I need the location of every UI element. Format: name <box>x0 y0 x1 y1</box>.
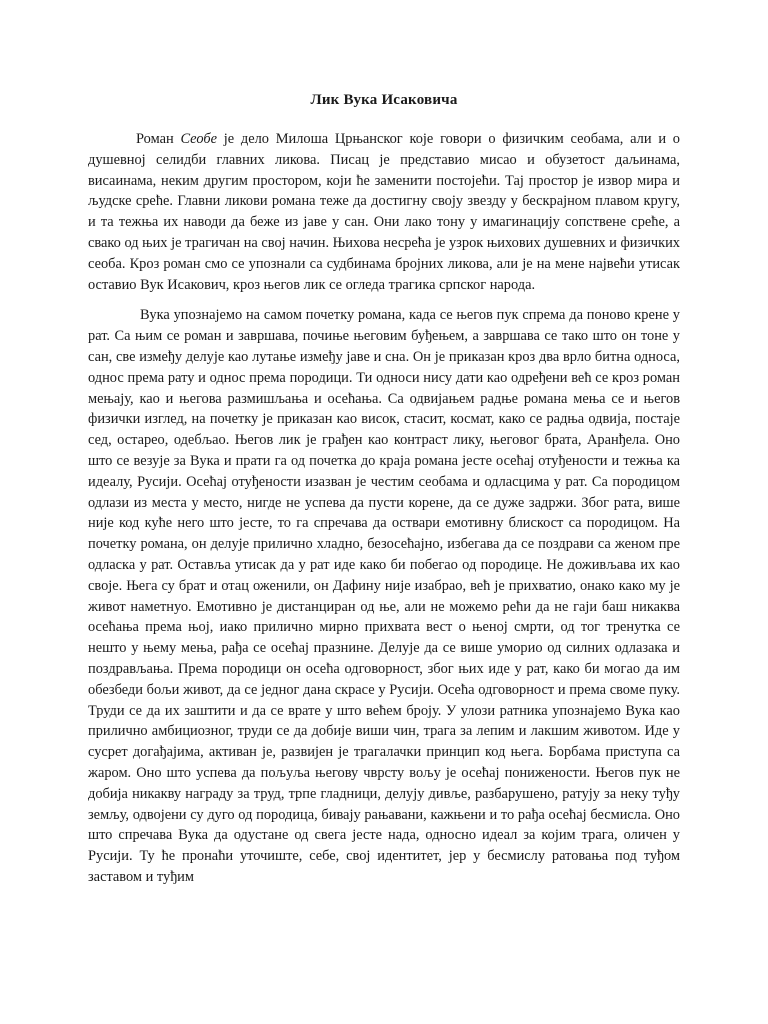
document-title: Лик Вука Исаковича <box>310 92 458 108</box>
paragraph-intro <box>88 129 680 295</box>
paragraph-vuk: Вука упознајемо на самом почетку романа, када се његов пук спрема да поново крене у рат. Са њим се роман и завршава, почиње његовим буђењем, а завршава се тако што он тоне у сан, све између делује као лутање између јаве и сна. Он је приказан кроз два врло битна односа, однос према рату и однос према породици. Ти односи нису дати као одређени већ се кроз роман мењају, као и његова размишљања и осећања. Са одвијањем радње романа мења се и његов физички изглед, на почетку је приказан као висок, стасит, космат, како се радња одвија, постаје сед, остарео, одебљао. Његов лик је грађен као контраст лику, његовог брата, Аранђела. Оно што се везује за Вука и прати га од почетка до краја романа јесте осећај отуђености и тежња ка идеалу, Русији. Осећај отуђености изазван је честим сеобама и одласцима у рат. Са породицом одлази из места у место, нигде не успева да пусти корене, да се дуже задржи. Због рата, више није код куће него што јесте, то га спречава да оствари емотивну блискост са породицом. На почетку романа, он делује прилично хладно, безосећајно, избегава да се поздрави са женом пре одласка у рат. Оставља утисак да у рат иде како би побегао од породице. Не доживљава их као своје. Њега су брат и отац оженили, он Дафину није изабрао, већ је прихватио, онако како му је живот наметнуо. Емотивно је дистанциран од ње, али не можемо рећи да не гаји баш никаква осећања према њој, иако прилично мирно прихвата вест о њеној смрти, од тог тренутка се нешто у њему мења, рађа се осећај празнине. Делује да се више уморио од силних одлазака и поздрављања. Према породици он осећа одговорност, због њих иде у рат, како би могао да им обезбеди бољи живот, да се једног дана скрасе у Русији. Осећа одговорност и према своме пуку. Труди се да их заштити и да се врате у што већем броју. У улози ратника упознајемо Вука као прилично амбициозног, труди се да добије виши чин, трага за лепим и лакшим животом. Иде у сусрет догађајима, активан је, развијен је трагалачки принцип код њега. Борбама приступа са жаром. Оно што успева да пољуља његову чврсту вољу је осећај понижености. Његов пук не добија никакву награду за труд, трпе гладници, делују дивље, разбарушено, ратују за неку туђу земљу, одвојени су дуго од породица, бивају рањавани, кажњени и то рађа осећај бесмисла. Оно што спречава Вука да одустане од свега јесте нада, односно идеал за којим трага, оличен у Русији. Ту ће пронаћи уточиште, себе, свој идентитет, јер у бесмислу ратовања под туђом заставом и туђим <box>88 307 680 885</box>
paragraph-intro-lead: Роман <box>136 131 181 147</box>
document-page <box>88 92 680 898</box>
novel-title-italic: Сеобе <box>180 131 217 147</box>
paragraph-intro-body: је дело Милоша Црњанског које говори о физичким сеобама, али и о душевној селидби главних ликова. Писац је представио мисао и обузетост даљинама, висаинама, неким другим простором, који ће заменити постојећи. Тај простор је извор мира и људске среће. Главни ликови романа теже да достигну своју звезду у бескрајном плавом кругу, и та тежња их наводи да беже из јаве у сан. Они лако тону у имагинацију сопствене среће, а свако од њих је трагичан на свој начин. Њихова несрећа је узрок њихових душевних и физичких сеоба. Кроз роман смо се упознали са судбинама бројних ликова, али је на мене највећи утисак оставио Вук Исакович, кроз његов лик се огледа трагика српског народа. <box>88 131 680 293</box>
